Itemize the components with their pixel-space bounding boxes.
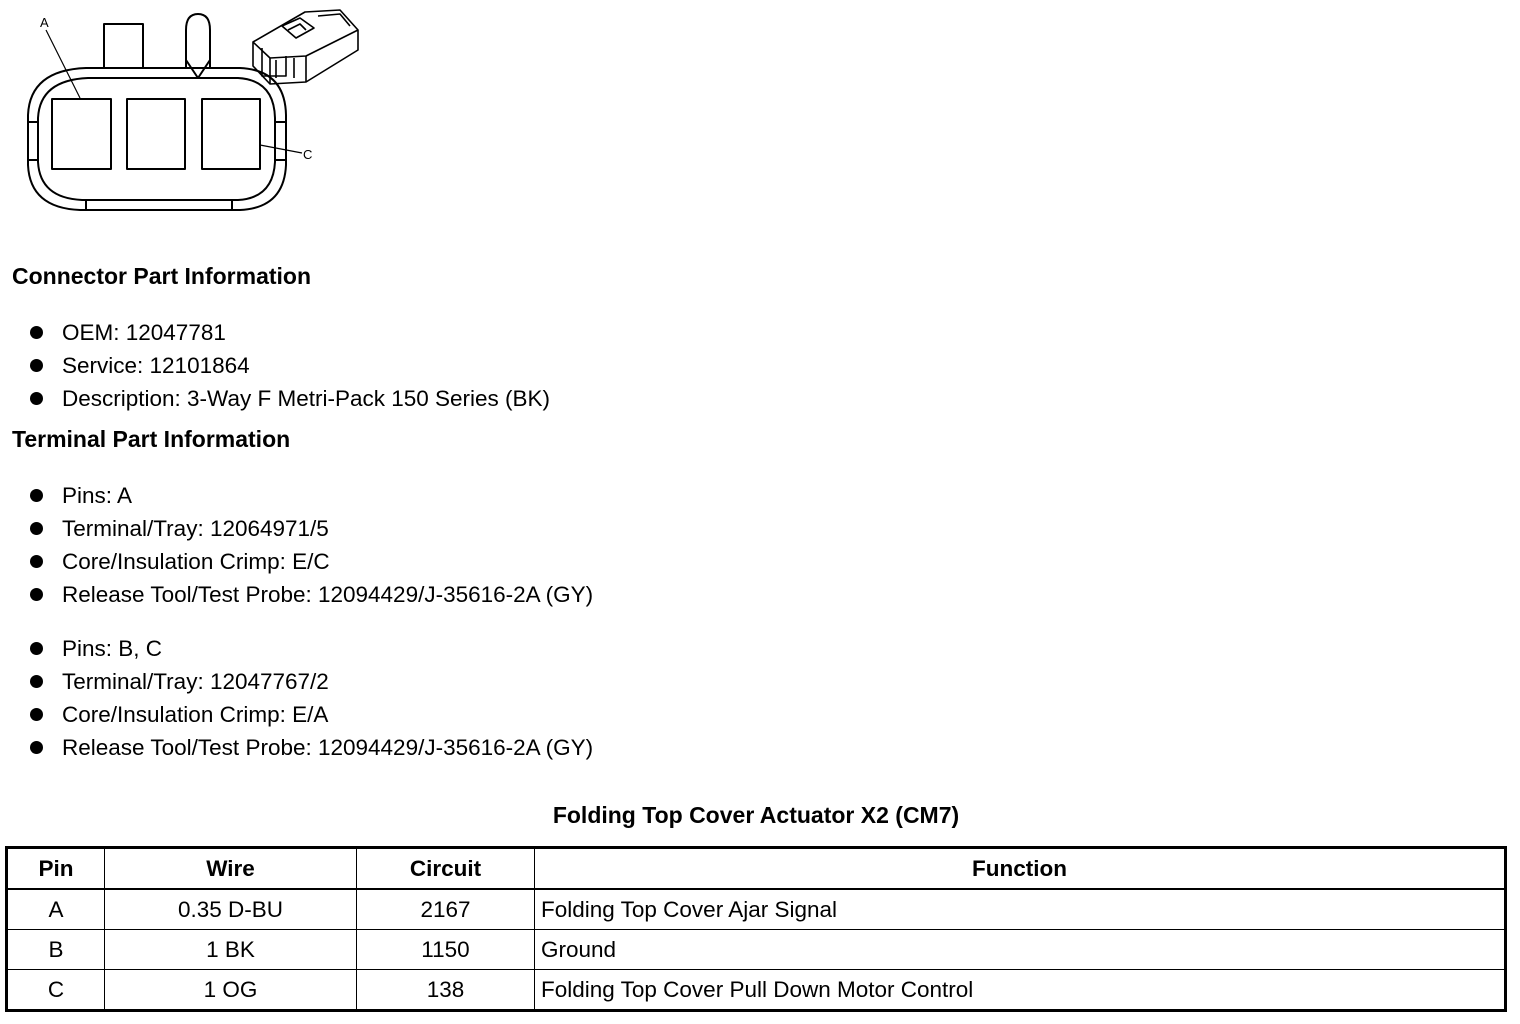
connector-iso-view: [253, 10, 358, 84]
list-item: Description: 3-Way F Metri-Pack 150 Series (BK): [0, 382, 550, 415]
table-row: [7, 970, 1506, 1011]
list-item: Core/Insulation Crimp: E/C: [0, 545, 593, 578]
terminal-info-group-a: [0, 479, 593, 611]
table-row: [7, 889, 1506, 930]
connector-housing: [28, 68, 286, 210]
list-item: Terminal/Tray: 12047767/2: [0, 665, 593, 698]
bullet-icon: [30, 588, 43, 601]
list-item: Pins: A: [0, 479, 593, 512]
bullet-icon: [30, 359, 43, 372]
callout-c: C: [303, 147, 313, 162]
function-cell: Folding Top Cover Ajar Signal: [535, 889, 1506, 930]
list-item: Core/Insulation Crimp: E/A: [0, 698, 593, 731]
bullet-icon: [30, 555, 43, 568]
function-cell: Folding Top Cover Pull Down Motor Control: [535, 970, 1506, 1011]
wire-cell: 0.35 D-BU: [105, 889, 357, 930]
pin-cell: B: [7, 930, 105, 970]
circuit-cell: 2167: [357, 889, 535, 930]
list-item: Service: 12101864: [0, 349, 550, 382]
terminal-info-group-bc: [0, 632, 593, 764]
bullet-icon: [30, 642, 43, 655]
bullet-icon: [30, 392, 43, 405]
list-item: Release Tool/Test Probe: 12094429/J-35616-2A (GY): [0, 578, 593, 611]
column-header-wire: Wire: [105, 848, 357, 890]
lock-tab: [104, 24, 143, 68]
bullet-icon: [30, 326, 43, 339]
bullet-icon: [30, 522, 43, 535]
list-item: Release Tool/Test Probe: 12094429/J-35616-2A (GY): [0, 731, 593, 764]
callout-a: A: [40, 15, 49, 30]
column-header-function: Function: [535, 848, 1506, 890]
cavity-a: [52, 99, 111, 169]
pin-cell: A: [7, 889, 105, 930]
list-item: Terminal/Tray: 12064971/5: [0, 512, 593, 545]
wire-cell: 1 BK: [105, 930, 357, 970]
column-header-pin: Pin: [7, 848, 105, 890]
wire-cell: 1 OG: [105, 970, 357, 1011]
bullet-icon: [30, 489, 43, 502]
bullet-icon: [30, 741, 43, 754]
cavity-c: [202, 99, 260, 169]
column-header-circuit: Circuit: [357, 848, 535, 890]
connector-part-info-heading: Connector Part Information: [12, 263, 312, 289]
bullet-icon: [30, 708, 43, 721]
bullet-icon: [30, 675, 43, 688]
pinout-table-title: Folding Top Cover Actuator X2 (CM7): [552, 802, 960, 828]
terminal-part-info-heading: Terminal Part Information: [12, 426, 291, 452]
cavity-b: [127, 99, 185, 169]
connector-face-diagram: [0, 0, 380, 230]
pinout-table: [5, 846, 1507, 1012]
list-item: OEM: 12047781: [0, 316, 550, 349]
table-row: [7, 930, 1506, 970]
circuit-cell: 138: [357, 970, 535, 1011]
circuit-cell: 1150: [357, 930, 535, 970]
function-cell: Ground: [535, 930, 1506, 970]
connector-part-info-list: [0, 316, 550, 415]
pin-cell: C: [7, 970, 105, 1011]
list-item: Pins: B, C: [0, 632, 593, 665]
table-header-row: [7, 848, 1506, 890]
